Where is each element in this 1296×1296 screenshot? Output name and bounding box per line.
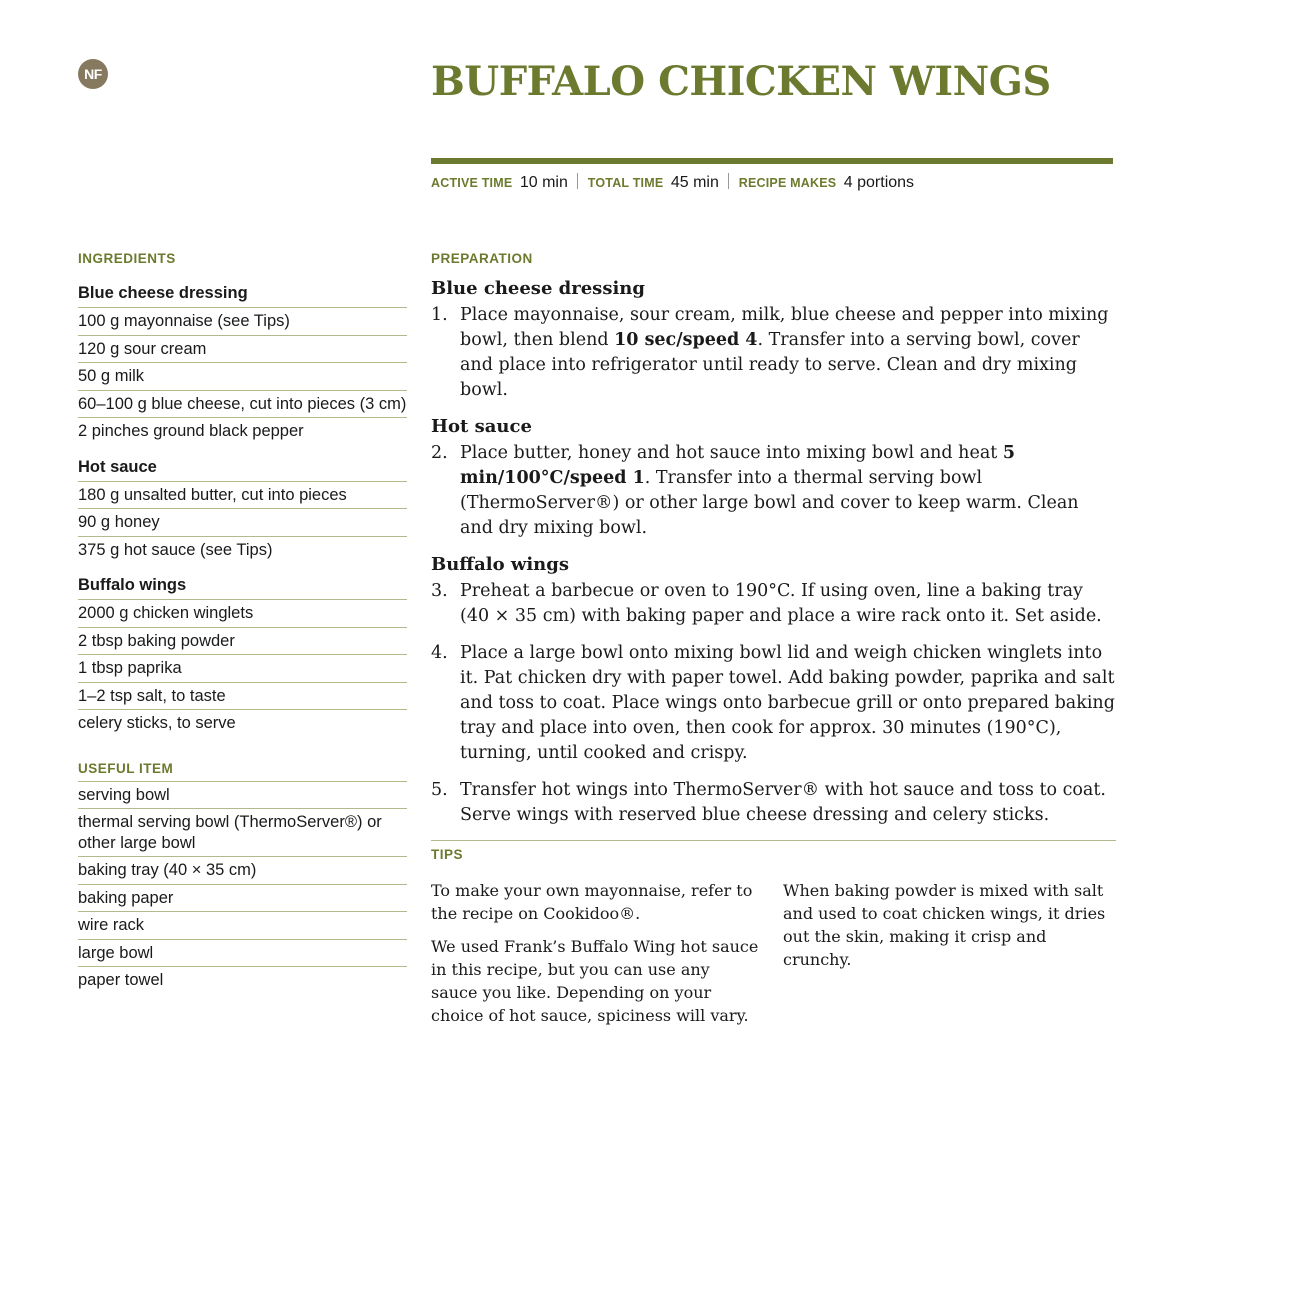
tip-text: When baking powder is mixed with salt and used to coat chicken wings, it dries out the skin, making it crisp and crunchy. bbox=[783, 881, 1106, 969]
total-time-value: 45 min bbox=[670, 174, 719, 191]
prep-group-title: Hot sauce bbox=[431, 416, 532, 437]
ingredient-item: 50 g milk bbox=[78, 363, 407, 391]
step-setting: 5 min/100°C/speed 1 bbox=[460, 443, 1016, 488]
step-text: Place a large bowl onto mixing bowl lid and weigh chicken winglets into it. Pat chicken dry with paper towel. Add baking powder, paprika and salt and toss to coat. Place wings onto barbecue grill or onto prepared baking tray and place into oven, then cook for approx. 30 minutes (190°C), turning, until cooked and crispy. bbox=[460, 643, 1115, 763]
step-text-part: . Transfer into a thermal serving bowl (ThermoServer®) or other large bowl and cover to keep warm. Clean and dry mixing bowl. bbox=[460, 468, 1079, 538]
ingredient-item: 375 g hot sauce (see Tips) bbox=[78, 540, 273, 559]
nut-free-badge: NF bbox=[78, 59, 108, 89]
tips-section bbox=[431, 840, 1116, 1037]
preparation-heading: PREPARATION bbox=[431, 251, 533, 266]
useful-item: wire rack bbox=[78, 912, 407, 940]
ingredient-group bbox=[78, 281, 407, 445]
step-text-part: Place butter, honey and hot sauce into mixing bowl and heat bbox=[460, 443, 1003, 463]
prep-step bbox=[431, 303, 1116, 403]
tip-text: We used Frank’s Buffalo Wing hot sauce in this recipe, but you can use any sauce you like. Depending on your choice of hot sauce, spiciness will vary. bbox=[431, 937, 759, 1025]
useful-item: paper towel bbox=[78, 971, 164, 989]
recipe-meta bbox=[431, 173, 914, 193]
ingredient-item: 1–2 tsp salt, to taste bbox=[78, 683, 407, 711]
step-text bbox=[460, 441, 1116, 541]
step-number: 2. bbox=[431, 443, 448, 463]
useful-item: serving bowl bbox=[78, 782, 407, 810]
tips-column-2 bbox=[783, 879, 1116, 1037]
ingredient-item: celery sticks, to serve bbox=[78, 714, 236, 732]
ingredient-item: 90 g honey bbox=[78, 509, 407, 537]
ingredient-item: 100 g mayonnaise (see Tips) bbox=[78, 308, 407, 336]
step-text-part: . Transfer into a serving bowl, cover and place into refrigerator until ready to serve. Clean and dry mixing bowl. bbox=[460, 330, 1080, 400]
tips-column-1 bbox=[431, 879, 761, 1037]
total-time-label: TOTAL TIME bbox=[587, 176, 664, 190]
useful-items bbox=[78, 761, 407, 994]
step-number: 3. bbox=[431, 581, 448, 601]
title-divider bbox=[431, 158, 1113, 164]
prep-step bbox=[431, 778, 1116, 828]
tip-text: To make your own mayonnaise, refer to the recipe on Cookidoo®. bbox=[431, 881, 753, 923]
useful-item: baking tray (40 × 35 cm) bbox=[78, 857, 407, 885]
meta-separator bbox=[728, 173, 729, 189]
meta-separator bbox=[577, 173, 578, 189]
prep-step bbox=[431, 641, 1116, 766]
ingredient-item: 2 tbsp baking powder bbox=[78, 628, 407, 656]
ingredient-item: 120 g sour cream bbox=[78, 336, 407, 364]
preparation-column bbox=[431, 251, 1116, 1037]
step-setting: 10 sec/speed 4 bbox=[614, 330, 758, 350]
step-text-part: Place mayonnaise, sour cream, milk, blue cheese and pepper into mixing bowl, then blend bbox=[460, 305, 1109, 350]
prep-group-title: Blue cheese dressing bbox=[431, 278, 645, 299]
useful-item-heading: USEFUL ITEM bbox=[78, 761, 407, 782]
ingredient-group bbox=[78, 451, 407, 564]
active-time-label: ACTIVE TIME bbox=[431, 176, 513, 190]
prep-step bbox=[431, 441, 1116, 541]
ingredient-item: 1 tbsp paprika bbox=[78, 655, 407, 683]
step-number: 4. bbox=[431, 643, 448, 663]
prep-group-title: Buffalo wings bbox=[431, 554, 569, 575]
ingredient-group-title: Blue cheese dressing bbox=[78, 281, 407, 308]
ingredient-item: 180 g unsalted butter, cut into pieces bbox=[78, 482, 407, 510]
ingredients-heading: INGREDIENTS bbox=[78, 251, 176, 266]
ingredient-item: 2 pinches ground black pepper bbox=[78, 422, 304, 440]
tips-heading: TIPS bbox=[431, 847, 464, 862]
recipe-makes-label: RECIPE MAKES bbox=[738, 176, 837, 190]
step-text bbox=[460, 303, 1116, 403]
useful-item: thermal serving bowl (ThermoServer®) or other large bowl bbox=[78, 809, 407, 857]
recipe-makes-value: 4 portions bbox=[843, 174, 915, 191]
ingredients-column bbox=[78, 251, 407, 994]
step-text: Transfer hot wings into ThermoServer® with hot sauce and toss to coat. Serve wings with reserved blue cheese dressing and celery sticks. bbox=[460, 780, 1106, 825]
ingredient-group bbox=[78, 569, 407, 737]
ingredient-item: 2000 g chicken winglets bbox=[78, 600, 407, 628]
step-number: 1. bbox=[431, 305, 448, 325]
prep-step bbox=[431, 579, 1116, 629]
active-time-value: 10 min bbox=[519, 174, 568, 191]
ingredient-group-title: Buffalo wings bbox=[78, 569, 407, 600]
useful-item: large bowl bbox=[78, 940, 407, 968]
useful-item: baking paper bbox=[78, 885, 407, 913]
ingredient-group-title: Hot sauce bbox=[78, 451, 407, 482]
recipe-title: BUFFALO CHICKEN WINGS bbox=[431, 58, 1051, 105]
step-number: 5. bbox=[431, 780, 448, 800]
step-text: Preheat a barbecue or oven to 190°C. If using oven, line a baking tray (40 × 35 cm) with baking paper and place a wire rack onto it. Set aside. bbox=[460, 581, 1102, 626]
tips-columns bbox=[431, 879, 1116, 1037]
ingredient-item: 60–100 g blue cheese, cut into pieces (3 cm) bbox=[78, 391, 407, 419]
